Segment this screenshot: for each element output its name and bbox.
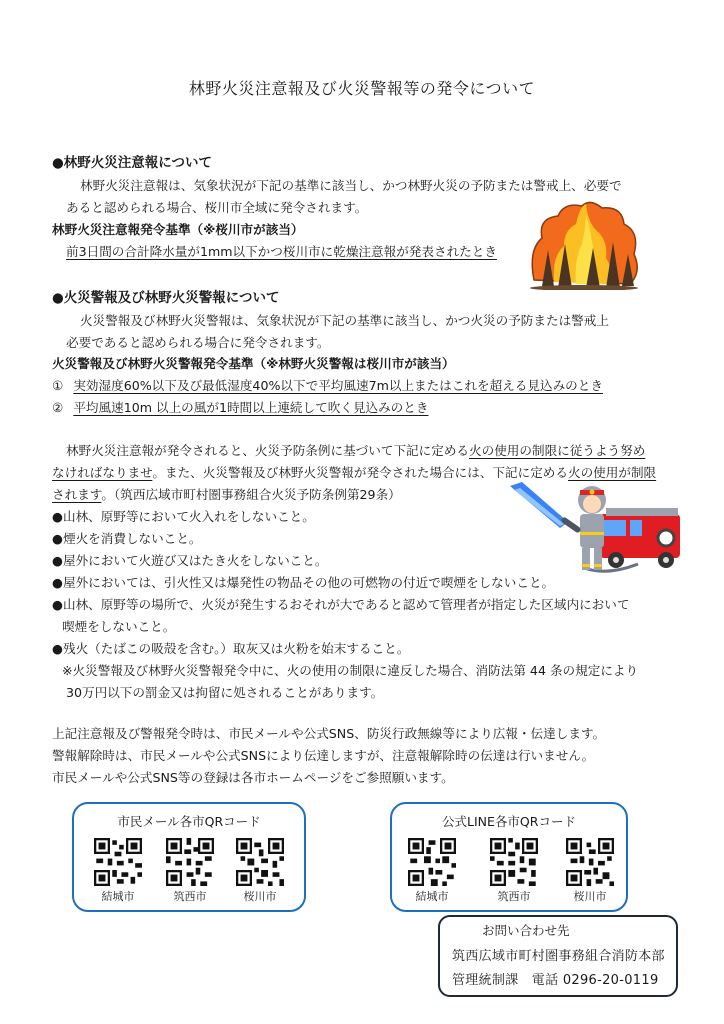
criteria-text: 実効湿度60%以下及び最低湿度40%以下で平均風速7m以上またはこれを超える見込みのとき — [73, 378, 603, 393]
qr-code-icon — [408, 838, 456, 886]
section2-heading: ●火災警報及び林野火災警報について — [52, 290, 280, 306]
criteria-text: 平均風速10m 以上の風が1時間以上連続して吹く見込みのとき — [73, 400, 429, 415]
criteria-number: ① — [52, 378, 64, 393]
contact-heading: お問い合わせ先 — [482, 923, 570, 938]
official-line-qr-box — [390, 802, 628, 912]
rule-item: ●屋外において火遊び又はたき火をしないこと。 — [52, 553, 328, 568]
qr-chikusei-mail[interactable] — [164, 838, 216, 904]
section1-criteria-heading: 林野火災注意報発令基準（※桜川市が該当） — [52, 222, 304, 237]
qr-label: 筑西市 — [497, 890, 531, 903]
section3-underlined-text: なければなりませ — [52, 465, 153, 480]
qr-yuki-line[interactable] — [406, 838, 458, 904]
section1-heading: ●林野火災注意報について — [52, 155, 213, 171]
section3-underlined-text: 火の使用が制限 — [567, 465, 657, 480]
qr-label: 結城市 — [415, 890, 449, 903]
contact-box — [438, 915, 678, 997]
section1-body-line2: あると認められる場合、桜川市全域に発令されます。 — [66, 200, 368, 215]
qr-code-icon — [236, 838, 284, 886]
qr-yuki-mail[interactable] — [92, 838, 144, 904]
firefighter-illustration — [508, 480, 688, 576]
section2-body-line1: 火災警報及び林野火災警報は、気象状況が下記の基準に該当し、かつ火災の予防または警戒上 — [80, 313, 609, 328]
qr-sakuragawa-line[interactable] — [564, 838, 616, 904]
section3-underlined-text: されます — [52, 487, 102, 502]
qr-box-title: 公式LINE各市QRコード — [442, 814, 576, 829]
contact-organization: 筑西広域市町村圏事務組合消防本部 — [452, 949, 665, 964]
contact-department-phone: 管理統制課 電話 0296-20-0119 — [452, 973, 659, 988]
page-title: 林野火災注意報及び火災警報等の発令について — [188, 79, 536, 98]
qr-sakuragawa-mail[interactable] — [234, 838, 286, 904]
qr-box-title: 市民メール各市QRコード — [117, 814, 261, 829]
penalty-note-line2: 30万円以下の罰金又は拘留に処されることがあります。 — [66, 685, 384, 700]
qr-code-icon — [94, 838, 142, 886]
rule-item: ●山林、原野等において火入れをしないこと。 — [52, 509, 315, 524]
section2-body-line2: 必要であると認められる場合に発令されます。 — [66, 335, 330, 350]
qr-code-icon — [166, 838, 214, 886]
qr-label: 結城市 — [101, 890, 135, 903]
qr-chikusei-line[interactable] — [488, 838, 540, 904]
firefighter-truck-icon — [508, 480, 688, 576]
notice-line: 市民メールや公式SNS等の登録は各市ホームページをご参照願います。 — [52, 770, 454, 785]
notice-line: 警報解除時は、市民メールや公式SNSにより伝達しますが、注意報解除時の伝達は行いません。 — [52, 748, 595, 763]
criteria-number: ② — [52, 400, 64, 415]
qr-label: 筑西市 — [173, 890, 207, 903]
section1-criteria: 前3日間の合計降水量が1mm以下かつ桜川市に乾燥注意報が発表されたとき — [66, 244, 497, 259]
forest-fire-illustration — [524, 200, 644, 290]
qr-label: 桜川市 — [243, 890, 277, 903]
section3-underlined-text: 火の使用の制限に従うよう努め — [469, 443, 646, 458]
section3-line1 — [66, 440, 645, 461]
qr-label: 桜川市 — [573, 890, 607, 903]
section3-text: 。（筑西広域市町村圏事務組合火災予防条例第29条） — [101, 487, 401, 502]
criteria-item-2 — [52, 397, 428, 418]
rule-item-continued: 喫煙をしないこと。 — [62, 619, 176, 634]
criteria-item-1 — [52, 375, 603, 396]
section3-text: 。また、火災警報及び林野火災警報が発令された場合には、下記に定める — [152, 465, 568, 480]
rule-item: ●山林、原野等の場所で、火災が発生するおそれが大であると認めて管理者が指定した区域内において — [52, 597, 630, 612]
section3-text: 林野火災注意報が発令されると、火災予防条例に基づいて下記に定める — [66, 443, 469, 458]
qr-code-icon — [490, 838, 538, 886]
citizen-mail-qr-box — [72, 802, 306, 912]
section3-line3 — [52, 484, 401, 505]
section2-criteria-heading: 火災警報及び林野火災警報発令基準（※林野火災警報は桜川市が該当） — [52, 356, 455, 371]
notice-line: 上記注意報及び警報発令時は、市民メールや公式SNS、防災行政無線等により広報・伝達します。 — [52, 726, 606, 741]
penalty-note-line1: ※火災警報及び林野火災警報発令中に、火の使用の制限に違反した場合、消防法第 44 条の規定により — [62, 663, 639, 678]
forest-fire-icon — [524, 200, 644, 290]
rule-item: ●残火（たばこの吸殻を含む。）取灰又は火粉を始末すること。 — [52, 641, 410, 656]
rule-item: ●煙火を消費しないこと。 — [52, 531, 202, 546]
section1-body-line1: 林野火災注意報は、気象状況が下記の基準に該当し、かつ林野火災の予防または警戒上、必要で — [80, 178, 622, 193]
qr-code-icon — [566, 838, 614, 886]
rule-item: ●屋外においては、引火性又は爆発性の物品その他の可燃物の付近で喫煙をしないこと。 — [52, 575, 555, 590]
